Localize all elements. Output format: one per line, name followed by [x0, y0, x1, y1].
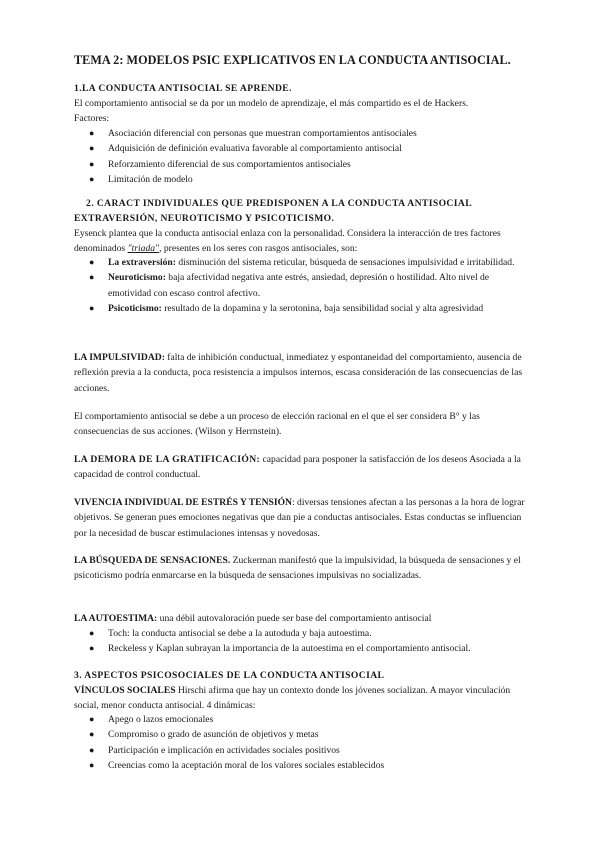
bullet-icon: ●: [89, 128, 95, 138]
list-item: ● Reckeless y Kaplan subrayan la importancia de la autoestima en el comportamiento antisocial.: [74, 641, 534, 656]
bullet-icon: ●: [89, 257, 95, 267]
racional-paragraph: El comportamiento antisocial se debe a un proceso de elección racional en el que el ser considera B° y las consecuencias de sus acciones. (Wilson y Herrnstein).: [74, 411, 480, 438]
bullet-icon: ●: [89, 272, 95, 283]
bullet-icon: ●: [89, 174, 95, 185]
list-item: ● Asociación diferencial con personas que muestran comportamientos antisociales: [74, 126, 534, 141]
list-item: ● Psicoticismo: resultado de la dopamina y la serotonina, baja sensibilidad social y alta agresividad: [74, 301, 534, 316]
bullet-icon: ●: [89, 744, 95, 755]
section-1-heading: 1.LA CONDUCTA ANTISOCIAL SE APRENDE.: [74, 83, 292, 94]
list-item: ● Adquisición de definición evaluativa favorable al comportamiento antisocial: [74, 141, 534, 156]
dinamicas-list: [74, 712, 534, 774]
impulsividad-paragraph: LA IMPULSIVIDAD: falta de inhibición conductual, inmediatez y espontaneidad del comportamiento, ausencia de reflexión previa a la conducta, poca resistencia a impulsos internos, escasa consideración de las consecuencias de las acciones.: [74, 352, 523, 394]
bullet-icon: ●: [89, 628, 95, 638]
estres-paragraph: VIVENCIA INDIVIDUAL DE ESTRÉS Y TENSIÓN: diversas tensiones afectan a las personas a la hora de lograr objetivos. Se generan pues emociones negativas que dan pie a conductas antisociales. Estas conductas se influencian por la necesidad de buscar estimulaciones intensas y novedosas.: [74, 497, 525, 539]
list-item: ● Limitación de modelo: [74, 172, 534, 187]
list-item: ● Apego o lazos emocionales: [74, 712, 534, 727]
triada-term: "triada": [127, 243, 160, 255]
list-item: ● Reforzamiento diferencial de sus comportamientos antisociales: [74, 157, 534, 172]
bullet-icon: ●: [89, 729, 95, 740]
section-2-text: Eysenck plantea que la conducta antisocial enlaza con la personalidad. Considera la interacción de tres factores denominados "triada", presentes en los seres con rasgos antisociales, son:: [74, 228, 501, 255]
factores-label: Factores:: [74, 113, 110, 125]
bullet-icon: ●: [89, 714, 95, 724]
document-title: TEMA 2: MODELOS PSIC EXPLICATIVOS EN LA CONDUCTA ANTISOCIAL.: [74, 53, 511, 67]
bullet-icon: ●: [89, 158, 95, 169]
demora-paragraph: LA DEMORA DE LA GRATIFICACIÓN: capacidad para posponer la satisfacción de los deseos Asociada a la capacidad de control conductual.: [74, 454, 521, 481]
list-item: ● La extraversión: disminución del sistema reticular, búsqueda de sensaciones impulsividad e irritabilidad.: [74, 255, 534, 270]
section-2-heading: 2. CARACT INDIVIDUALES QUE PREDISPONEN A LA CONDUCTA ANTISOCIAL EXTRAVERSIÓN, NEUROTICISMO Y PSICOTICISMO.: [74, 198, 473, 225]
section-1-intro: El comportamiento antisocial se da por un modelo de aprendizaje, el más compartido es el de Hackers.: [74, 98, 469, 109]
list-item: ● Toch: la conducta antisocial se debe a la autoduda y baja autoestima.: [74, 626, 534, 641]
autoestima-list: [74, 626, 534, 657]
personality-factors-list: [74, 255, 534, 317]
list-item: ● Creencias como la aceptación moral de los valores sociales establecidos: [74, 758, 534, 773]
list-item: ● Neuroticismo: baja afectividad negativa ante estrés, ansiedad, depresión o hostilidad. Alto nivel de emotividad con escaso control afectivo.: [89, 272, 490, 299]
bullet-icon: ●: [89, 643, 95, 654]
list-item: ● Compromiso o grado de asunción de objetivos y metas: [74, 727, 534, 742]
list-item: ● Participación e implicación en actividades sociales positivos: [74, 743, 534, 758]
factores-list: [74, 126, 534, 188]
bullet-icon: ●: [89, 303, 95, 314]
bullet-icon: ●: [89, 143, 95, 154]
vinculos-paragraph: VÍNCULOS SOCIALES Hirschi afirma que hay un contexto donde los jóvenes socializan. A mayor vinculación social, menor conducta antisocial. 4 dinámicas:: [74, 685, 511, 712]
sensaciones-paragraph: LA BÚSQUEDA DE SENSACIONES. Zuckerman manifestó que la impulsividad, la búsqueda de sensaciones y el psicoticismo podría enmarcarse en la búsqueda de sensaciones impulsivas no socializadas.: [74, 555, 521, 582]
bullet-icon: ●: [89, 760, 95, 771]
section-1-text: [74, 96, 534, 127]
section-3-heading: 3. ASPECTOS PSICOSOCIALES DE LA CONDUCTA ANTISOCIAL: [74, 670, 385, 681]
autoestima-paragraph: LA AUTOESTIMA: una débil autovaloración puede ser base del comportamiento antisocial: [74, 613, 432, 624]
